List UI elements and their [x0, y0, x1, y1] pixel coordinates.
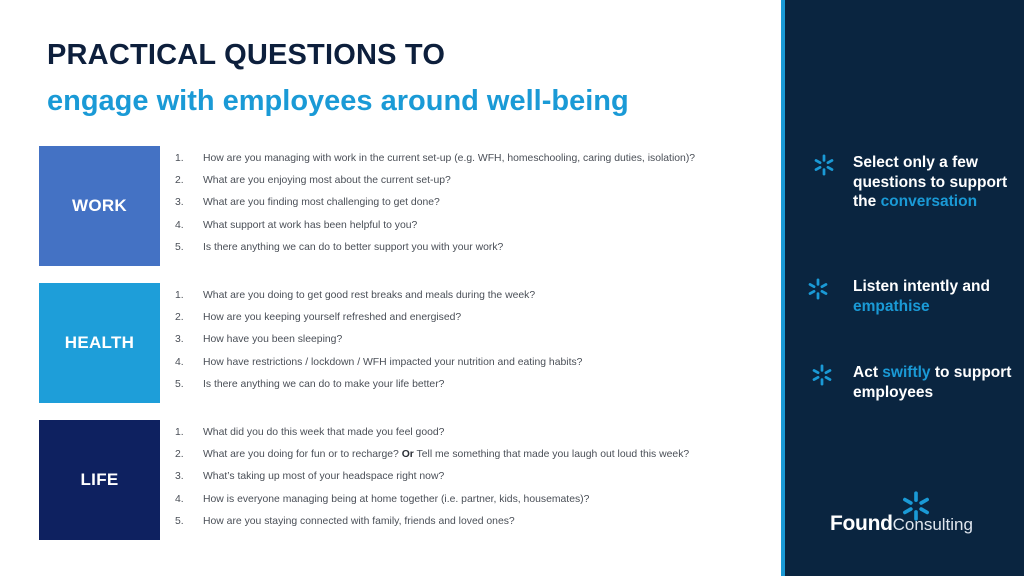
question-text: How are you staying connected with family, friends and loved ones?: [203, 516, 515, 528]
question-number: 3.: [175, 334, 184, 346]
question-number: 2.: [175, 312, 184, 324]
tip-text: Listen intently and: [853, 278, 990, 295]
question-text: How are you keeping yourself refreshed and energised?: [203, 312, 462, 324]
question-text: [203, 449, 689, 460]
question-text: What are you doing to get good rest breaks and meals during the week?: [203, 289, 536, 301]
question-text: What support at work has been helpful to you?: [203, 219, 418, 231]
question-text: Is there anything we can do to better support you with your work?: [203, 242, 504, 254]
tip-listen: [853, 277, 1013, 316]
question-number: 4.: [175, 493, 184, 505]
question-text-part-2: Tell me something that made you laugh out loud this week?: [416, 449, 690, 461]
tip-text: Select only a few questions to support the: [853, 154, 1008, 210]
sparkle-burst-icon: [813, 154, 835, 176]
question-item: [175, 421, 689, 443]
sparkle-burst-icon: [811, 364, 833, 386]
question-text: How are you managing with work in the current set-up (e.g. WFH, homeschooling, caring duties, isolation)?: [203, 152, 696, 164]
health-questions: [175, 284, 582, 396]
tip-highlight: swiftly: [882, 364, 931, 381]
question-item: [175, 214, 695, 236]
question-item: [175, 306, 582, 328]
question-number: 5.: [175, 379, 184, 391]
tip-highlight: conversation: [880, 193, 978, 210]
question-number: 1.: [175, 426, 184, 438]
question-item: [175, 284, 582, 306]
question-text: What are you enjoying most about the current set-up?: [203, 175, 451, 187]
question-number: 5.: [175, 516, 184, 528]
title-line-1: PRACTICAL QUESTIONS TO: [47, 39, 446, 71]
question-item: [175, 329, 582, 351]
question-text: What did you do this week that made you feel good?: [203, 426, 445, 438]
category-work: WORK: [39, 146, 160, 266]
question-item: [175, 147, 695, 169]
tip-highlight: empathise: [853, 297, 930, 315]
tip-select-questions: [853, 153, 1013, 212]
question-number: 5.: [175, 242, 184, 254]
question-number: 2.: [175, 449, 184, 461]
question-text: What’s taking up most of your headspace right now?: [203, 471, 445, 483]
question-number: 2.: [175, 175, 184, 187]
question-item: [175, 192, 695, 214]
question-text: How is everyone managing being at home together (i.e. partner, kids, housemates)?: [203, 493, 590, 505]
work-questions: [175, 147, 695, 259]
question-text: How have restrictions / lockdown / WFH impacted your nutrition and eating habits?: [203, 356, 583, 368]
category-health: HEALTH: [39, 283, 160, 403]
question-text: What are you finding most challenging to get done?: [203, 197, 440, 209]
question-number: 1.: [175, 289, 184, 301]
question-item: [175, 351, 582, 373]
question-number: 4.: [175, 356, 184, 368]
question-item: [175, 443, 689, 465]
question-item: [175, 488, 689, 510]
category-life: LIFE: [39, 420, 160, 540]
tip-text: Act: [853, 364, 878, 381]
logo-word-consulting: Consulting: [892, 515, 973, 534]
question-number: 3.: [175, 471, 184, 483]
sidebar: [785, 0, 1024, 576]
logo-word-found: Found: [830, 512, 893, 535]
question-number: 3.: [175, 197, 184, 209]
found-consulting-logo: [830, 512, 973, 536]
question-item: [175, 511, 689, 533]
question-text-or: Or: [401, 449, 414, 461]
question-item: [175, 237, 695, 259]
sparkle-burst-icon: [807, 278, 829, 300]
question-text: Is there anything we can do to make your life better?: [203, 379, 445, 391]
page-title: [47, 38, 629, 118]
tip-act-swiftly: [853, 363, 1013, 402]
question-item: [175, 466, 689, 488]
question-text-part-1: What are you doing for fun or to recharge?: [203, 449, 399, 461]
question-item: [175, 169, 695, 191]
question-text: How have you been sleeping?: [203, 334, 343, 346]
question-number: 1.: [175, 152, 184, 164]
question-number: 4.: [175, 219, 184, 231]
tip-text-after: to support employees: [853, 364, 1012, 401]
title-line-2: engage with employees around well-being: [47, 85, 629, 117]
question-item: [175, 374, 582, 396]
life-questions: [175, 421, 689, 533]
